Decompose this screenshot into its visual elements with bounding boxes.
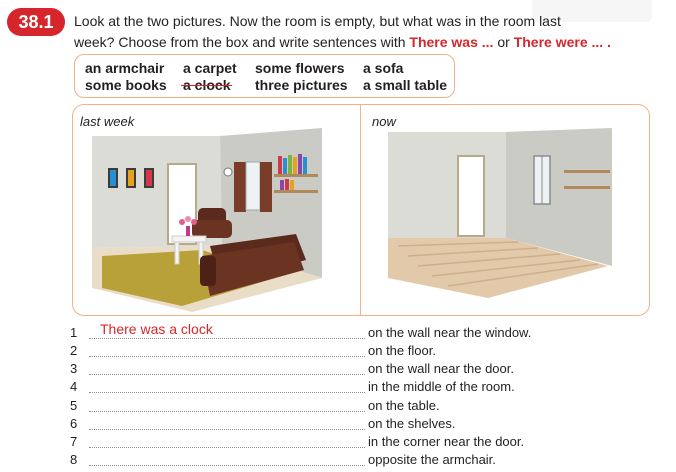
word-a-clock-crossed: a clock <box>183 77 231 93</box>
sentence-row-8 <box>0 451 676 469</box>
exercise-number-badge: 38.1 <box>7 8 65 36</box>
sentence-row-4 <box>0 378 676 396</box>
answer-line[interactable] <box>89 411 365 412</box>
sentence-ending: on the floor. <box>368 343 436 358</box>
instruction-there-were: There were ... . <box>513 34 611 50</box>
sentence-ending: on the wall near the window. <box>368 325 532 340</box>
picture-3 <box>146 170 152 186</box>
sentence-number: 7 <box>70 434 78 449</box>
instruction-line-2a: week? Choose from the box and write sentences with <box>74 34 410 50</box>
label-now: now <box>372 114 396 129</box>
shelf-upper <box>274 174 318 177</box>
word-a-carpet: a carpet <box>183 60 237 76</box>
word-some-flowers: some flowers <box>255 60 345 76</box>
curtain-left <box>234 162 246 212</box>
empty-shelf-lower <box>564 186 610 189</box>
sentence-ending: in the middle of the room. <box>368 379 515 394</box>
sentence-number: 3 <box>70 361 78 376</box>
door-empty <box>458 156 484 236</box>
word-an-armchair: an armchair <box>85 60 165 76</box>
sentence-row-5 <box>0 397 676 415</box>
sentence-number: 8 <box>70 452 78 467</box>
answer-line[interactable] <box>89 465 365 466</box>
window <box>246 162 260 210</box>
instruction-or: or <box>493 34 514 50</box>
answer-line[interactable] <box>89 374 365 375</box>
empty-shelf-upper <box>564 170 610 173</box>
sentence-number: 5 <box>70 398 78 413</box>
word-a-sofa: a sofa <box>363 60 404 76</box>
sentence-ending: on the table. <box>368 398 440 413</box>
answer-line[interactable] <box>89 447 365 448</box>
picture-1 <box>110 170 116 186</box>
room-now-illustration <box>388 128 632 298</box>
sentence-row-2 <box>0 342 676 360</box>
picture-2 <box>128 170 134 186</box>
sentence-row-1 <box>0 321 676 342</box>
shelf-lower <box>274 190 318 193</box>
door <box>168 164 196 244</box>
word-box <box>74 54 455 98</box>
instructions <box>74 11 634 53</box>
sentence-row-3 <box>0 360 676 378</box>
answer-line[interactable] <box>89 429 365 430</box>
sentence-number: 1 <box>70 325 78 340</box>
sentence-ending: in the corner near the door. <box>368 434 525 449</box>
sentence-ending: opposite the armchair. <box>368 452 496 467</box>
pictures-divider <box>360 104 361 316</box>
sentence-ending: on the shelves. <box>368 416 456 431</box>
answer-line[interactable] <box>89 392 365 393</box>
sentence-number: 2 <box>70 343 78 358</box>
sentence-number: 6 <box>70 416 78 431</box>
answer-line[interactable] <box>89 338 365 339</box>
sentence-number: 4 <box>70 379 78 394</box>
answer-text: There was a clock <box>100 321 213 337</box>
label-last-week: last week <box>80 114 135 129</box>
curtain-right <box>260 162 272 212</box>
instruction-there-was: There was ... <box>409 34 494 50</box>
word-a-small-table: a small table <box>363 77 448 93</box>
clock-icon <box>224 168 232 176</box>
instruction-line-1: Look at the two pictures. Now the room is empty, but what was in the room last <box>74 13 561 29</box>
answer-line[interactable] <box>89 356 365 357</box>
back-wall-empty <box>388 132 506 238</box>
sentence-row-7 <box>0 433 676 451</box>
sentence-ending: on the wall near the door. <box>368 361 514 376</box>
room-last-week-illustration <box>82 128 342 312</box>
word-some-books: some books <box>85 77 167 93</box>
word-three-pictures: three pictures <box>255 77 348 93</box>
sentence-row-6 <box>0 415 676 433</box>
